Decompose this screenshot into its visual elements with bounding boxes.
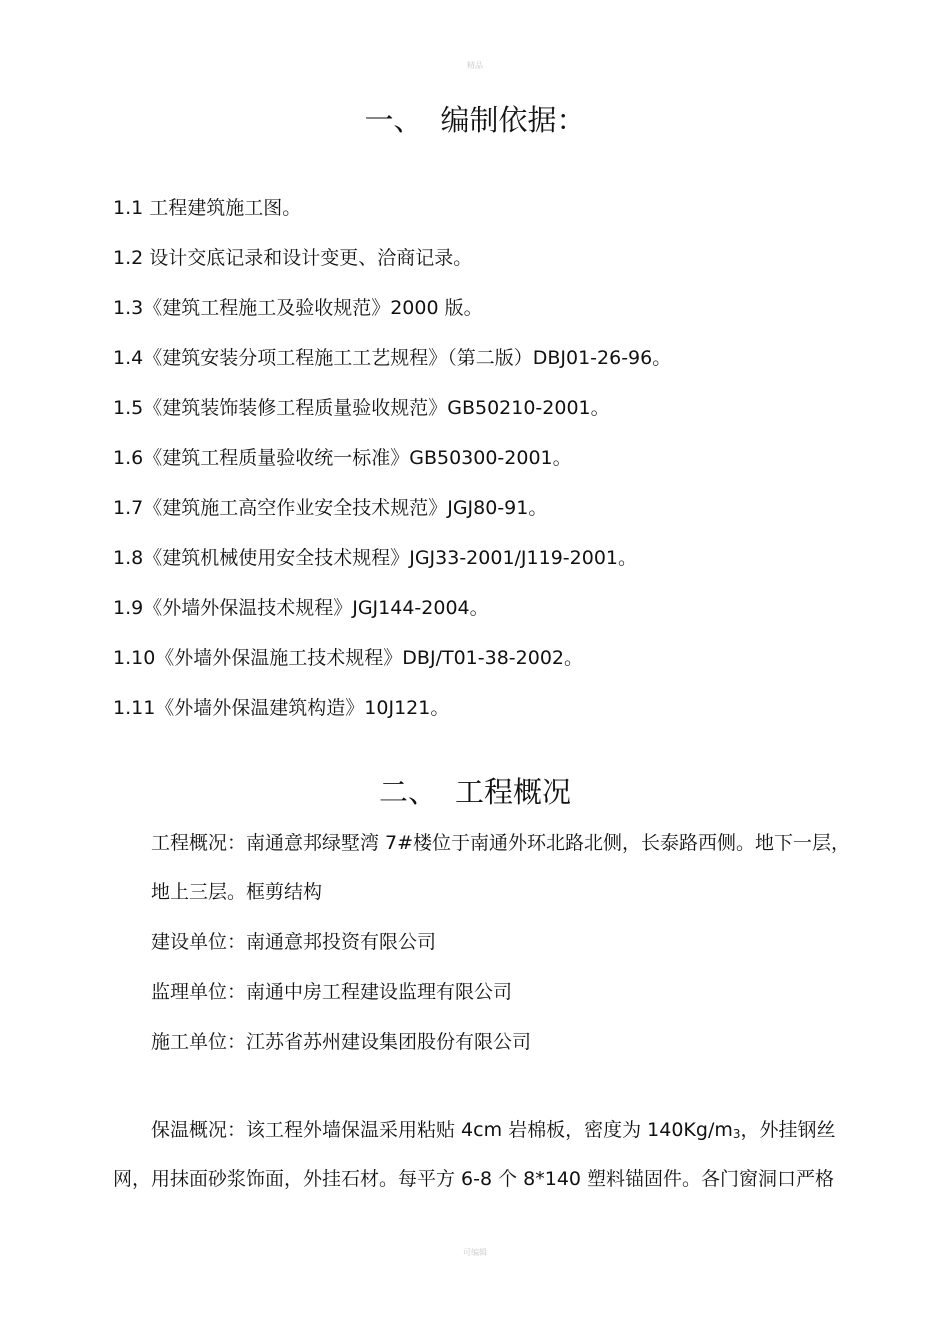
footer-watermark: 可编辑 [463, 1248, 487, 1257]
supervisor-unit: 监理单位：南通中房工程建设监理有限公司 [151, 981, 513, 1003]
reference-item: 1.5《建筑装饰装修工程质量验收规范》GB50210-2001。 [113, 397, 610, 419]
contractor-unit: 施工单位：江苏省苏州建设集团股份有限公司 [151, 1031, 532, 1053]
reference-list [113, 193, 671, 743]
insulation-line-2: 网，用抹面砂浆饰面，外挂石材。每平方 6-8 个 8*140 塑料锚固件。各门窗洞口严格 [113, 1168, 835, 1190]
section-number: 二、 [378, 775, 437, 809]
reference-item: 1.11《外墙外保温建筑构造》10J121。 [113, 697, 450, 719]
section-number: 一、 [364, 103, 423, 137]
insulation-text-a: 保温概况：该工程外墙保温采用粘贴 4cm 岩棉板，密度为 140Kg/m [151, 1119, 733, 1141]
overview-line-1: 工程概况：南通意邦绿墅湾 7#楼位于南通外环北路北侧，长泰路西侧。地下一层， [151, 832, 851, 854]
header-watermark: 精品 [467, 61, 483, 70]
insulation-line-1 [151, 1115, 836, 1149]
reference-item: 1.3《建筑工程施工及验收规范》2000 版。 [113, 297, 483, 319]
reference-item: 1.6《建筑工程质量验收统一标准》GB50300-2001。 [113, 447, 572, 469]
reference-item: 1.9《外墙外保温技术规程》JGJ144-2004。 [113, 597, 489, 619]
reference-item: 1.10《外墙外保温施工技术规程》DBJ/T01-38-2002。 [113, 647, 584, 669]
builder-unit: 建设单位：南通意邦投资有限公司 [151, 931, 437, 953]
reference-item: 1.4《建筑安装分项工程施工工艺规程》（第二版）DBJ01-26-96。 [113, 347, 672, 369]
section-heading-basis [0, 98, 950, 139]
reference-item: 1.1 工程建筑施工图。 [113, 197, 302, 219]
section-title: 编制依据： [440, 103, 586, 137]
insulation-text-b: ，外挂钢丝 [740, 1119, 836, 1141]
section-title: 工程概况 [455, 775, 572, 809]
section-heading-overview [0, 770, 950, 811]
reference-item: 1.2 设计交底记录和设计变更、洽商记录。 [113, 247, 473, 269]
reference-item: 1.8《建筑机械使用安全技术规程》JGJ33-2001/J119-2001。 [113, 547, 638, 569]
overview-line-2: 地上三层。框剪结构 [151, 881, 323, 903]
density-unit-subscript: 3 [732, 1127, 741, 1141]
reference-item: 1.7《建筑施工高空作业安全技术规范》JGJ80-91。 [113, 497, 548, 519]
